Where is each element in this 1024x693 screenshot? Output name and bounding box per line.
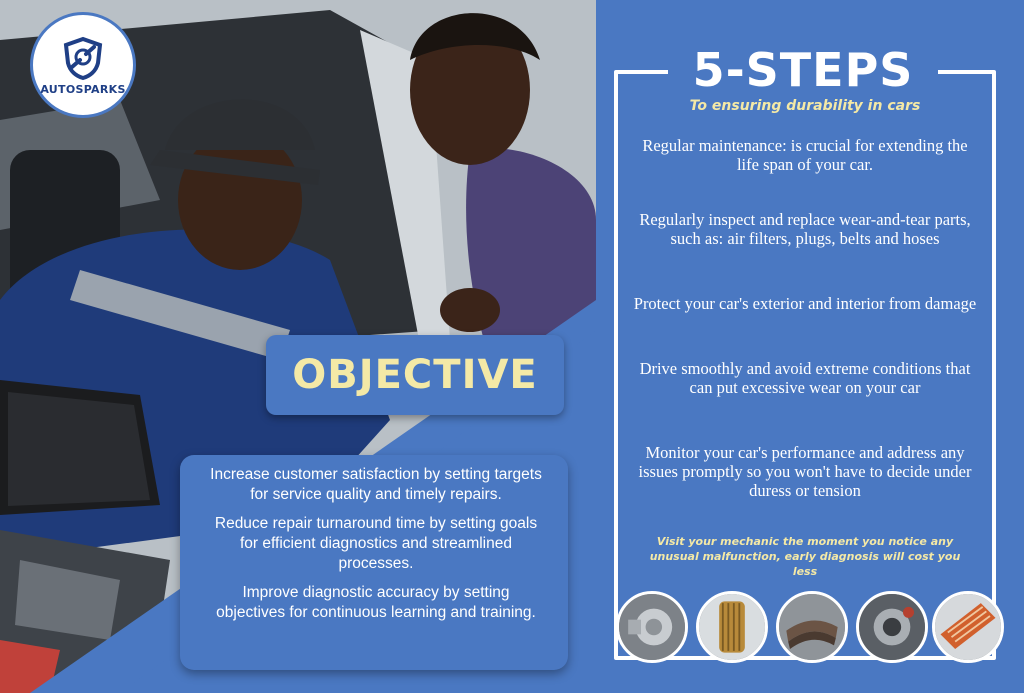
oil-filter-image: [696, 591, 768, 663]
wrench-shield-icon: [60, 35, 106, 81]
throttle-body-image: [856, 591, 928, 663]
step-item: Drive smoothly and avoid extreme conditions that can put excessive wear on your car: [639, 359, 971, 397]
objective-item: Improve diagnostic accuracy by setting objectives for continuous learning and training.: [216, 584, 536, 621]
objective-item: Increase customer satisfaction by setting targets for service quality and timely repairs.: [210, 466, 542, 503]
steps-title: 5-STEPS: [692, 43, 914, 97]
air-filter-image: [932, 591, 1004, 663]
autosparks-logo: [30, 12, 136, 118]
objective-heading-box: [266, 335, 564, 415]
step-item: Protect your car's exterior and interior from damage: [633, 294, 977, 313]
steps-subtitle: To ensuring durability in cars: [689, 98, 921, 114]
visit-mechanic-note: Visit your mechanic the moment you notice any unusual malfunction, early diagnosis will cost you less: [649, 535, 961, 578]
objective-title: OBJECTIVE: [292, 352, 538, 398]
step-item: Monitor your car's performance and address any issues promptly so you won't have to decide under duress or tension: [638, 443, 972, 500]
step-item: Regularly inspect and replace wear-and-tear parts, such as: air filters, plugs, belts and hoses: [639, 210, 971, 248]
alternator-image: [616, 591, 688, 663]
logo-text: AUTOSPARKS: [40, 82, 126, 96]
brake-shoe-image: [776, 591, 848, 663]
steps-title-box: [668, 44, 938, 96]
step-item: Regular maintenance: is crucial for extending the life span of your car.: [642, 136, 968, 174]
objective-list: [180, 455, 568, 670]
objective-item: Reduce repair turnaround time by setting goals for efficient diagnostics and streamlined processes.: [214, 515, 538, 572]
